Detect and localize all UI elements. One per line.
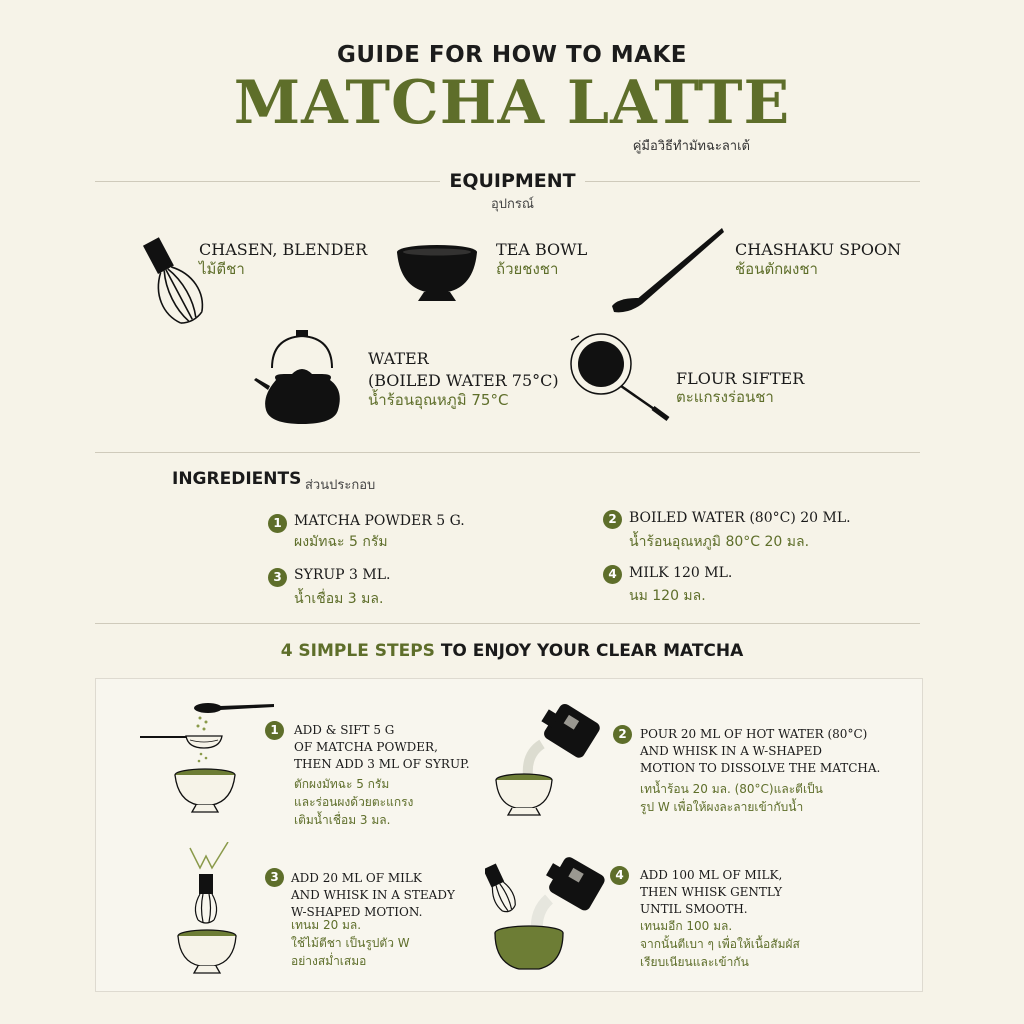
- bowl-icon: [172, 765, 238, 815]
- equipment-label-detail: (BOILED WATER 75°C): [368, 371, 559, 390]
- kettle-icon: [252, 330, 352, 428]
- step-text-thai: ตักผงมัทฉะ 5 กรัม และร่อนผงด้วยตะแกรง เติมน้ำเชื่อม 3 มล.: [294, 777, 414, 827]
- ingredients-title: INGREDIENTS: [172, 469, 302, 489]
- step-text-thai: เทนม 20 มล. ใช้ไม้ตีชา เป็นรูปตัว W อย่างสม่ำเสมอ: [291, 918, 410, 968]
- equipment-subtitle: อุปกรณ์: [491, 197, 534, 212]
- ingredient-number: 3: [268, 568, 287, 587]
- equipment-title: EQUIPMENT: [449, 170, 576, 192]
- equipment-label: WATER: [368, 349, 429, 368]
- equipment-label: CHASEN, BLENDER: [199, 240, 368, 259]
- add-milk-illustration: [485, 855, 615, 975]
- chashaku-spoon-icon: [608, 224, 728, 316]
- step-number: 1: [265, 721, 284, 740]
- step-text: ADD & SIFT 5 G OF MATCHA POWDER, THEN ADD 3 ML OF SYRUP.: [294, 723, 470, 771]
- whisk-milk-illustration: [172, 842, 242, 977]
- step-text: POUR 20 ML OF HOT WATER (80°C) AND WHISK IN A W-SHAPED MOTION TO DISSOLVE THE MATCHA.: [640, 727, 881, 775]
- equipment-label: TEA BOWL: [496, 240, 588, 259]
- equipment-label: FLOUR SIFTER: [676, 369, 805, 388]
- equipment-label-thai: น้ำร้อนอุณหภูมิ 75°C: [368, 391, 509, 409]
- divider: [95, 623, 920, 624]
- steps-title-highlight: 4 SIMPLE STEPS: [280, 641, 435, 661]
- ingredient-label-thai: ผงมัทฉะ 5 กรัม: [294, 534, 388, 550]
- ingredient-label-thai: นม 120 มล.: [629, 588, 706, 604]
- ingredient-label-thai: น้ำร้อนอุณหภูมิ 80°C 20 มล.: [629, 534, 810, 550]
- divider: [95, 181, 440, 182]
- divider: [95, 452, 920, 453]
- step-text-thai: เทน้ำร้อน 20 มล. (80°C)และตีเป็น รูป W เพื่อให้ผงละลายเข้ากับน้ำ: [640, 782, 823, 814]
- step-text: ADD 100 ML OF MILK, THEN WHISK GENTLY UNTIL SMOOTH.: [640, 868, 783, 916]
- ingredient-label: BOILED WATER (80°C) 20 ML.: [629, 510, 851, 526]
- equipment-label-thai: ตะแกรงร่อนชา: [676, 388, 774, 406]
- pour-water-illustration: [490, 700, 610, 820]
- ingredient-number: 1: [268, 514, 287, 533]
- page-title: MATCHA LATTE: [233, 68, 791, 138]
- tea-bowl-icon: [396, 244, 478, 304]
- step-number: 2: [613, 725, 632, 744]
- page-title-thai: คู่มือวิธีทำมัทฉะลาเต้: [632, 139, 750, 154]
- step-text-thai: เทนมอีก 100 มล. จากนั้นตีเบา ๆ เพื่อให้เนื้อสัมผัส เรียบเนียนและเข้ากัน: [640, 919, 800, 969]
- steps-title-rest: TO ENJOY YOUR CLEAR MATCHA: [434, 641, 744, 661]
- equipment-label-thai: ถ้วยชงชา: [496, 260, 559, 278]
- step-number: 3: [265, 868, 284, 887]
- steps-title: [0, 641, 1024, 661]
- ingredient-label: MATCHA POWDER 5 G.: [294, 513, 465, 529]
- step-number: 4: [610, 866, 629, 885]
- ingredient-number: 2: [603, 510, 622, 529]
- ingredient-label: SYRUP 3 ML.: [294, 567, 391, 583]
- ingredient-number: 4: [603, 565, 622, 584]
- divider: [585, 181, 920, 182]
- equipment-label: CHASHAKU SPOON: [735, 240, 902, 259]
- sifter-icon: [569, 332, 673, 424]
- ingredient-label-thai: น้ำเชื่อม 3 มล.: [294, 591, 384, 607]
- equipment-label-thai: ช้อนตักผงชา: [735, 260, 818, 278]
- equipment-label-thai: ไม้ตีชา: [199, 260, 245, 278]
- ingredient-label: MILK 120 ML.: [629, 565, 733, 581]
- ingredients-subtitle: ส่วนประกอบ: [305, 478, 376, 493]
- header-top-line: GUIDE FOR HOW TO MAKE: [336, 42, 688, 68]
- step-text: ADD 20 ML OF MILK AND WHISK IN A STEADY W-SHAPED MOTION.: [291, 871, 455, 919]
